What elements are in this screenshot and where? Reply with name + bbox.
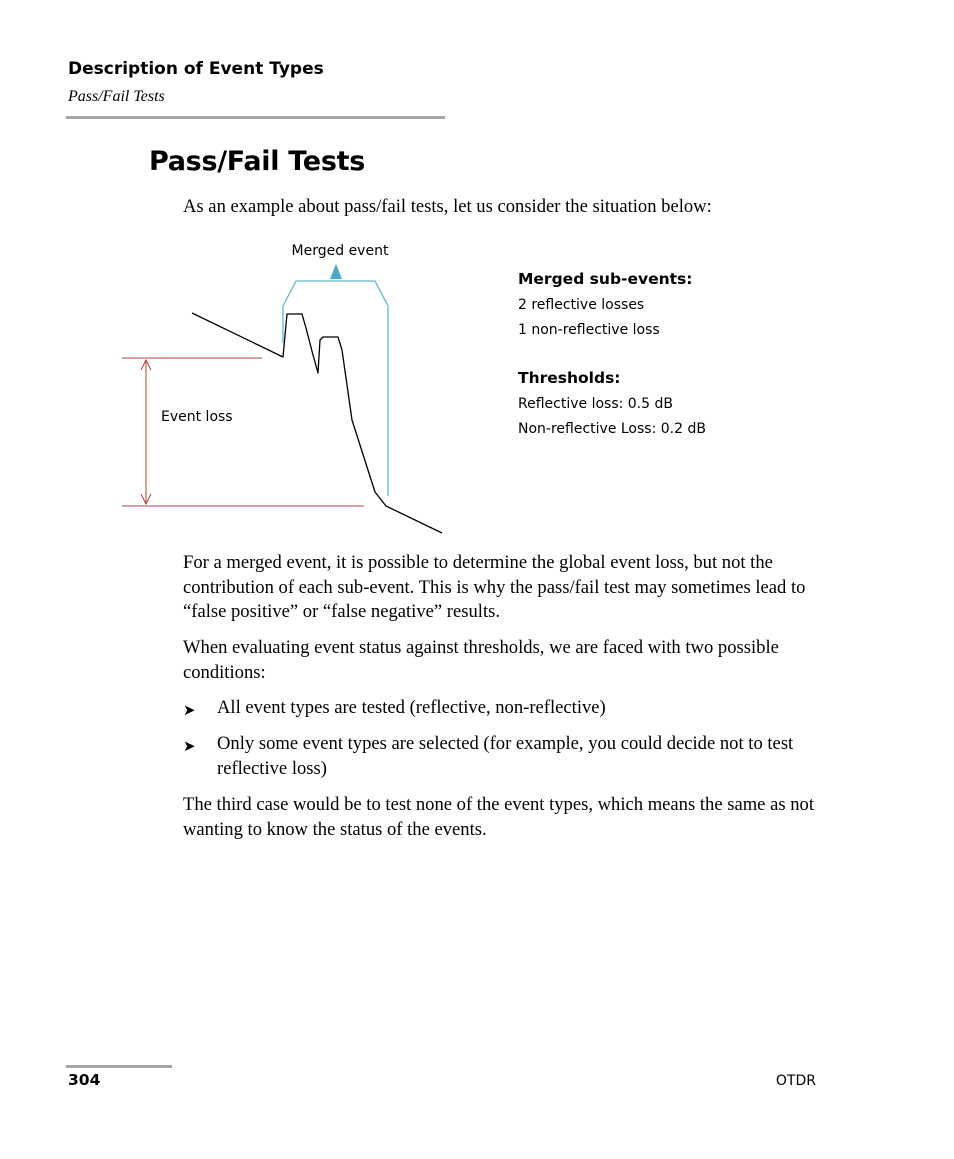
- bullet-text: Only some event types are selected (for example, you could decide not to test reflective loss): [217, 733, 794, 779]
- running-header-title: Description of Event Types: [68, 59, 324, 79]
- bullet-item: [183, 696, 833, 721]
- product-name: OTDR: [775, 1073, 816, 1089]
- event-loss-indicator: [122, 358, 364, 506]
- merged-sub-event-item: 2 reflective losses: [518, 297, 645, 313]
- merged-event-label: Merged event: [291, 243, 389, 259]
- body-paragraph: The third case would be to test none of the event types, which means the same as not wanting to know the status of the events.: [183, 794, 814, 840]
- running-header: [68, 58, 324, 107]
- body-paragraph: For a merged event, it is possible to determine the global event loss, but not the contribution of each sub-event. This is why the pass/fail test may sometimes lead to “false positive” or “false negative” results.: [183, 552, 806, 622]
- bullet-item: [183, 732, 833, 781]
- bullet-text: All event types are tested (reflective, non-reflective): [217, 697, 606, 718]
- section-title: Pass/Fail Tests: [149, 146, 365, 177]
- body-paragraph: When evaluating event status against thresholds, we are faced with two possible conditions:: [183, 637, 779, 683]
- page-number: 304: [68, 1071, 101, 1089]
- footer-rule: [66, 1065, 172, 1068]
- merged-sub-events-heading: Merged sub-events:: [518, 270, 693, 288]
- intro-paragraph: As an example about pass/fail tests, let us consider the situation below:: [183, 196, 712, 217]
- bullet-arrow-icon: ➤: [183, 701, 196, 719]
- merged-event-diagram: [0, 230, 954, 550]
- merged-sub-event-item: 1 non-reflective loss: [518, 322, 660, 338]
- header-rule: [66, 116, 445, 119]
- thresholds-heading: Thresholds:: [518, 369, 621, 387]
- threshold-item: Non-reflective Loss: 0.2 dB: [518, 421, 706, 437]
- diagram-info-panel: [518, 268, 706, 442]
- threshold-item: Reflective loss: 0.5 dB: [518, 396, 673, 412]
- merged-event-bracket: [283, 281, 388, 496]
- event-loss-label: Event loss: [161, 409, 233, 425]
- bullet-arrow-icon: ➤: [183, 737, 196, 755]
- merged-event-marker: [330, 264, 342, 279]
- running-header-subtitle: Pass/Fail Tests: [68, 88, 165, 105]
